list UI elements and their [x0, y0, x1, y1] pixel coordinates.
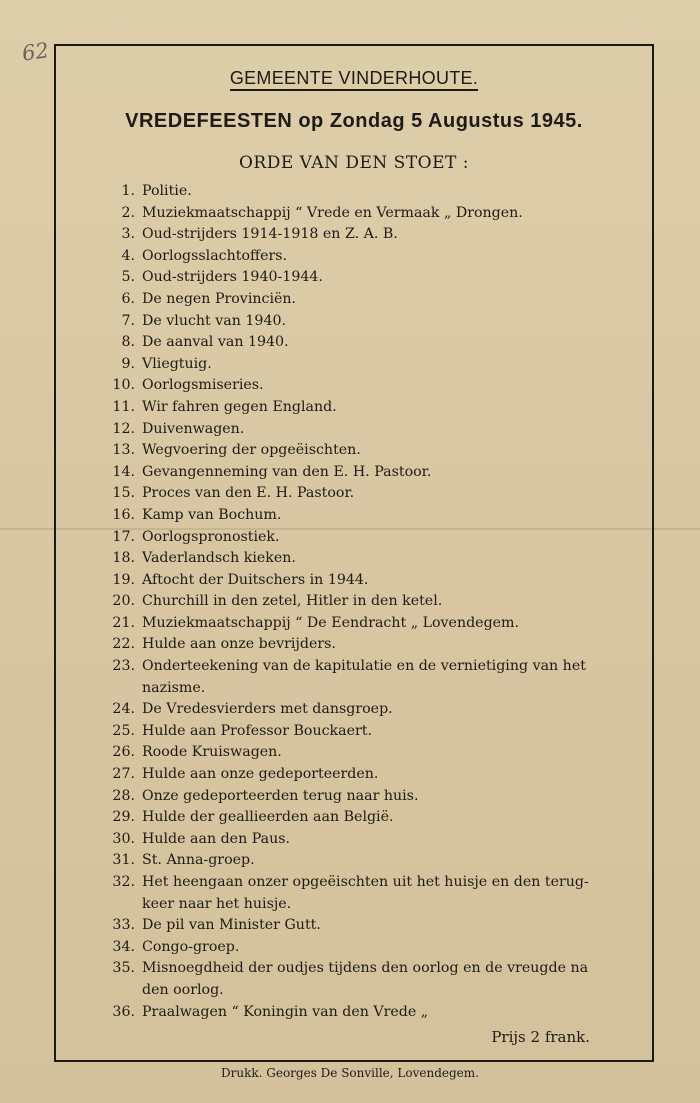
list-item: [92, 591, 612, 613]
list-item-number: 35.: [112, 960, 135, 977]
municipality-heading: [56, 68, 652, 89]
list-item-number: 24.: [112, 701, 135, 718]
bordered-frame: [54, 44, 654, 1062]
list-item-number: 11.: [112, 398, 135, 415]
list-item: [92, 915, 612, 937]
list-item: [92, 203, 612, 225]
list-item-text: Churchill in den zetel, Hitler in den ketel.: [142, 593, 443, 610]
list-item: [92, 829, 612, 851]
list-item-number: 28.: [112, 787, 135, 804]
municipality-heading-text: GEMEENTE VINDERHOUTE.: [230, 68, 478, 91]
list-item: [92, 527, 612, 549]
list-item: [92, 764, 612, 786]
list-item-text: De aanval van 1940.: [142, 334, 289, 351]
list-item-text: Hulde der geallieerden aan België.: [142, 809, 394, 826]
list-item: [92, 958, 612, 1001]
list-item: [92, 483, 612, 505]
list-item: [92, 224, 612, 246]
list-item-text: Oorlogsmiseries.: [142, 377, 264, 394]
list-item-text: De Vredesvierders met dansgroep.: [142, 701, 393, 718]
list-item: [92, 721, 612, 743]
list-item-number: 10.: [112, 377, 135, 394]
list-item: [92, 440, 612, 462]
list-item: [92, 570, 612, 592]
list-item: [92, 267, 612, 289]
list-item-number: 15.: [112, 485, 135, 502]
list-item-text: Hulde aan onze gedeporteerden.: [142, 766, 379, 783]
list-item: [92, 1002, 612, 1024]
list-item-text: Muziekmaatschappij “ Vrede en Vermaak „ Drongen.: [142, 204, 523, 221]
list-item-number: 3.: [121, 226, 135, 243]
list-item-text: Duivenwagen.: [142, 420, 245, 437]
list-item-text: Aftocht der Duitschers in 1944.: [142, 571, 369, 588]
list-item-number: 32.: [112, 874, 135, 890]
procession-list: [92, 181, 612, 1023]
list-item-text: Wegvoering der opgeëischten.: [142, 442, 361, 459]
procession-order-title: ORDE VAN DEN STOET :: [239, 153, 469, 173]
list-item-text: Hulde aan onze bevrijders.: [142, 636, 336, 653]
printer-credit: Drukk. Georges De Sonville, Lovendegem.: [221, 1066, 479, 1080]
list-item-number: 13.: [112, 442, 135, 459]
list-item: [92, 289, 612, 311]
list-item-number: 1.: [121, 183, 135, 199]
event-title: VREDEFEESTEN op Zondag 5 Augustus 1945.: [125, 110, 583, 132]
list-item-text: Oorlogspronostiek.: [142, 528, 280, 545]
list-item: [92, 850, 612, 872]
list-item-text: Wir fahren gegen England.: [142, 398, 337, 415]
list-item: [92, 311, 612, 333]
list-item-text: De pil van Minister Gutt.: [142, 917, 321, 934]
list-item-text: Politie.: [142, 183, 192, 199]
list-item: [92, 246, 612, 268]
list-item: [92, 419, 612, 441]
list-item-number: 14.: [112, 463, 135, 480]
list-item-number: 6.: [121, 290, 135, 307]
list-item-text: Onze gedeporteerden terug naar huis.: [142, 787, 419, 804]
list-item: [92, 332, 612, 354]
list-item-number: 18.: [112, 550, 135, 567]
list-item-number: 34.: [112, 938, 135, 955]
list-item: [92, 786, 612, 808]
list-item: [92, 656, 612, 699]
list-item-number: 12.: [112, 420, 135, 437]
list-item-text: St. Anna-groep.: [142, 852, 255, 869]
list-item-number: 21.: [112, 614, 135, 631]
list-item-text: Oorlogsslachtoffers.: [142, 247, 288, 264]
list-item-number: 16.: [112, 506, 135, 523]
list-item-number: 22.: [112, 636, 135, 653]
list-item: [92, 807, 612, 829]
list-item-number: 30.: [112, 830, 135, 847]
list-item-text: Oud-strijders 1914-1918 en Z. A. B.: [142, 226, 398, 243]
list-item: [92, 548, 612, 570]
list-item-number: 2.: [121, 204, 135, 221]
list-item-text: Kamp van Bochum.: [142, 506, 282, 523]
list-item-text: De negen Provinciën.: [142, 290, 297, 307]
list-item-text: Muziekmaatschappij “ De Eendracht „ Lovendegem.: [142, 614, 520, 631]
list-item-number: 8.: [121, 334, 135, 351]
list-item: [92, 505, 612, 527]
list-item-number: 9.: [121, 355, 135, 372]
list-item-number: 4.: [121, 247, 135, 264]
price-label: Prijs 2 frank.: [491, 1028, 590, 1046]
list-item-text: Roode Kruiswagen.: [142, 744, 282, 761]
list-item-number: 20.: [112, 593, 135, 610]
list-item-text: Oud-strijders 1940-1944.: [142, 269, 323, 286]
list-item-number: 5.: [121, 269, 135, 286]
list-item: [92, 462, 612, 484]
list-item-text: Hulde aan den Paus.: [142, 830, 291, 847]
list-item-number: 25.: [112, 722, 135, 739]
list-item: [92, 375, 612, 397]
list-item: [92, 397, 612, 419]
list-item-text: Het heengaan onzer opgeëischten uit het huisje en den terug-keer naar het huisje.: [142, 874, 589, 912]
list-item-number: 26.: [112, 744, 135, 761]
list-item-number: 23.: [112, 658, 135, 675]
list-item-text: Onderteekening van de kapitulatie en de vernietiging van het nazisme.: [142, 658, 586, 696]
list-item-text: Vaderlandsch kieken.: [142, 550, 296, 567]
list-item-text: Praalwagen “ Koningin van den Vrede „: [142, 1003, 429, 1020]
list-item: [92, 634, 612, 656]
list-item-number: 31.: [112, 852, 135, 869]
list-item: [92, 354, 612, 376]
list-item-number: 33.: [112, 917, 135, 934]
list-item-text: Congo-groep.: [142, 938, 240, 955]
list-item-number: 29.: [112, 809, 135, 826]
list-item-number: 27.: [112, 766, 135, 783]
list-item: [92, 699, 612, 721]
list-item: [92, 872, 612, 915]
list-item: [92, 937, 612, 959]
handwritten-note: 62: [20, 38, 51, 66]
list-item-text: Gevangenneming van den E. H. Pastoor.: [142, 463, 432, 480]
list-item-number: 36.: [112, 1003, 135, 1020]
list-item-text: De vlucht van 1940.: [142, 312, 287, 329]
list-item: [92, 613, 612, 635]
list-item-number: 17.: [112, 528, 135, 545]
list-item-text: Proces van den E. H. Pastoor.: [142, 485, 355, 502]
list-item-text: Vliegtuig.: [142, 355, 212, 372]
list-item-number: 7.: [121, 312, 135, 329]
list-item-text: Hulde aan Professor Bouckaert.: [142, 722, 373, 739]
list-item-text: Misnoegdheid der oudjes tijdens den oorlog en de vreugde na den oorlog.: [142, 960, 589, 998]
list-item: [92, 742, 612, 764]
list-item-number: 19.: [112, 571, 135, 588]
list-item: [92, 181, 612, 203]
